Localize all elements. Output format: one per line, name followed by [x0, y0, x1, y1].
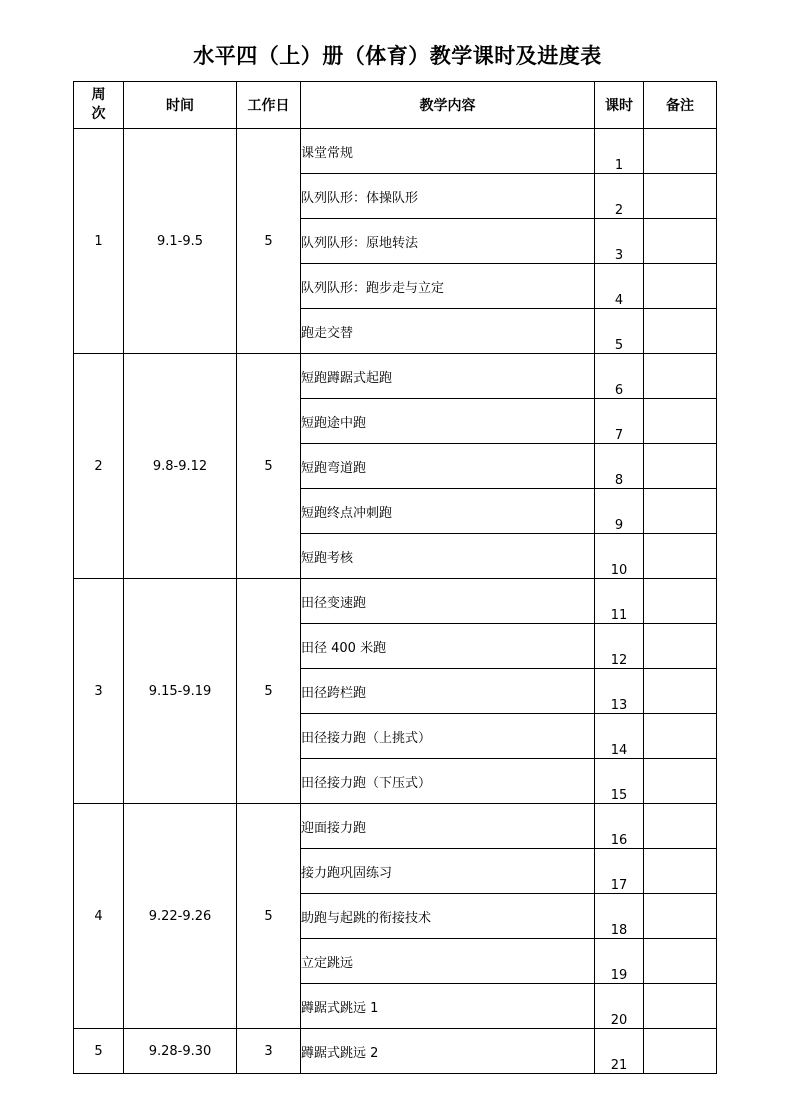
lesson-content-cell: 短跑弯道跑 [301, 444, 595, 489]
lesson-content-cell: 助跑与起跳的衔接技术 [301, 894, 595, 939]
lesson-content-cell: 蹲踞式跳远 1 [301, 984, 595, 1029]
header-week [74, 82, 124, 129]
remarks-cell [644, 894, 717, 939]
lesson-content-cell: 蹲踞式跳远 2 [301, 1029, 595, 1074]
week-time-cell: 9.28-9.30 [124, 1029, 237, 1074]
lesson-content-cell: 田径变速跑 [301, 579, 595, 624]
page-title: 水平四（上）册（体育）教学课时及进度表 [193, 44, 602, 68]
lesson-content-cell: 田径接力跑（下压式） [301, 759, 595, 804]
period-number-cell: 16 [595, 804, 644, 849]
table-row [74, 804, 717, 849]
period-number-cell: 8 [595, 444, 644, 489]
remarks-cell [644, 849, 717, 894]
period-number-cell: 12 [595, 624, 644, 669]
remarks-cell [644, 1029, 717, 1074]
period-number-cell: 4 [595, 264, 644, 309]
remarks-cell [644, 129, 717, 174]
period-number-cell: 5 [595, 309, 644, 354]
week-number-cell: 2 [74, 354, 124, 579]
table-row [74, 354, 717, 399]
remarks-cell [644, 669, 717, 714]
remarks-cell [644, 264, 717, 309]
lesson-content-cell: 立定跳远 [301, 939, 595, 984]
remarks-cell [644, 309, 717, 354]
remarks-cell [644, 534, 717, 579]
table-row [74, 579, 717, 624]
lesson-content-cell: 田径 400 米跑 [301, 624, 595, 669]
remarks-cell [644, 399, 717, 444]
period-number-cell: 3 [595, 219, 644, 264]
period-number-cell: 6 [595, 354, 644, 399]
lesson-content-cell: 迎面接力跑 [301, 804, 595, 849]
remarks-cell [644, 579, 717, 624]
period-number-cell: 1 [595, 129, 644, 174]
lesson-content-cell: 课堂常规 [301, 129, 595, 174]
workdays-cell: 5 [237, 804, 301, 1029]
lesson-content-cell: 短跑终点冲刺跑 [301, 489, 595, 534]
period-number-cell: 15 [595, 759, 644, 804]
remarks-cell [644, 984, 717, 1029]
header-workdays: 工作日 [237, 82, 301, 129]
week-time-cell: 9.22-9.26 [124, 804, 237, 1029]
period-number-cell: 19 [595, 939, 644, 984]
period-number-cell: 14 [595, 714, 644, 759]
remarks-cell [644, 624, 717, 669]
period-number-cell: 10 [595, 534, 644, 579]
header-week-line1: 周 [91, 87, 106, 103]
week-number-cell: 1 [74, 129, 124, 354]
table-row [74, 129, 717, 174]
remarks-cell [644, 174, 717, 219]
remarks-cell [644, 804, 717, 849]
remarks-cell [644, 489, 717, 534]
period-number-cell: 21 [595, 1029, 644, 1074]
workdays-cell: 5 [237, 579, 301, 804]
workdays-cell: 3 [237, 1029, 301, 1074]
week-time-cell: 9.1-9.5 [124, 129, 237, 354]
remarks-cell [644, 714, 717, 759]
workdays-cell: 5 [237, 354, 301, 579]
period-number-cell: 20 [595, 984, 644, 1029]
period-number-cell: 17 [595, 849, 644, 894]
workdays-cell: 5 [237, 129, 301, 354]
lesson-content-cell: 队列队形：原地转法 [301, 219, 595, 264]
period-number-cell: 9 [595, 489, 644, 534]
remarks-cell [644, 219, 717, 264]
header-week-line2: 次 [91, 106, 106, 122]
remarks-cell [644, 444, 717, 489]
header-time: 时间 [124, 82, 237, 129]
period-number-cell: 7 [595, 399, 644, 444]
week-number-cell: 5 [74, 1029, 124, 1074]
lesson-content-cell: 短跑考核 [301, 534, 595, 579]
week-number-cell: 3 [74, 579, 124, 804]
week-time-cell: 9.15-9.19 [124, 579, 237, 804]
lesson-content-cell: 队列队形：体操队形 [301, 174, 595, 219]
lesson-content-cell: 跑走交替 [301, 309, 595, 354]
header-content: 教学内容 [301, 82, 595, 129]
lesson-content-cell: 田径跨栏跑 [301, 669, 595, 714]
remarks-cell [644, 759, 717, 804]
lesson-content-cell: 队列队形：跑步走与立定 [301, 264, 595, 309]
table-row [74, 1029, 717, 1074]
period-number-cell: 2 [595, 174, 644, 219]
period-number-cell: 11 [595, 579, 644, 624]
lesson-content-cell: 田径接力跑（上挑式） [301, 714, 595, 759]
week-time-cell: 9.8-9.12 [124, 354, 237, 579]
remarks-cell [644, 939, 717, 984]
remarks-cell [644, 354, 717, 399]
lesson-content-cell: 接力跑巩固练习 [301, 849, 595, 894]
lesson-content-cell: 短跑途中跑 [301, 399, 595, 444]
header-remarks: 备注 [644, 82, 717, 129]
header-row [74, 82, 717, 129]
period-number-cell: 18 [595, 894, 644, 939]
week-number-cell: 4 [74, 804, 124, 1029]
period-number-cell: 13 [595, 669, 644, 714]
lesson-content-cell: 短跑蹲踞式起跑 [301, 354, 595, 399]
schedule-table [73, 81, 717, 1074]
header-periods: 课时 [595, 82, 644, 129]
